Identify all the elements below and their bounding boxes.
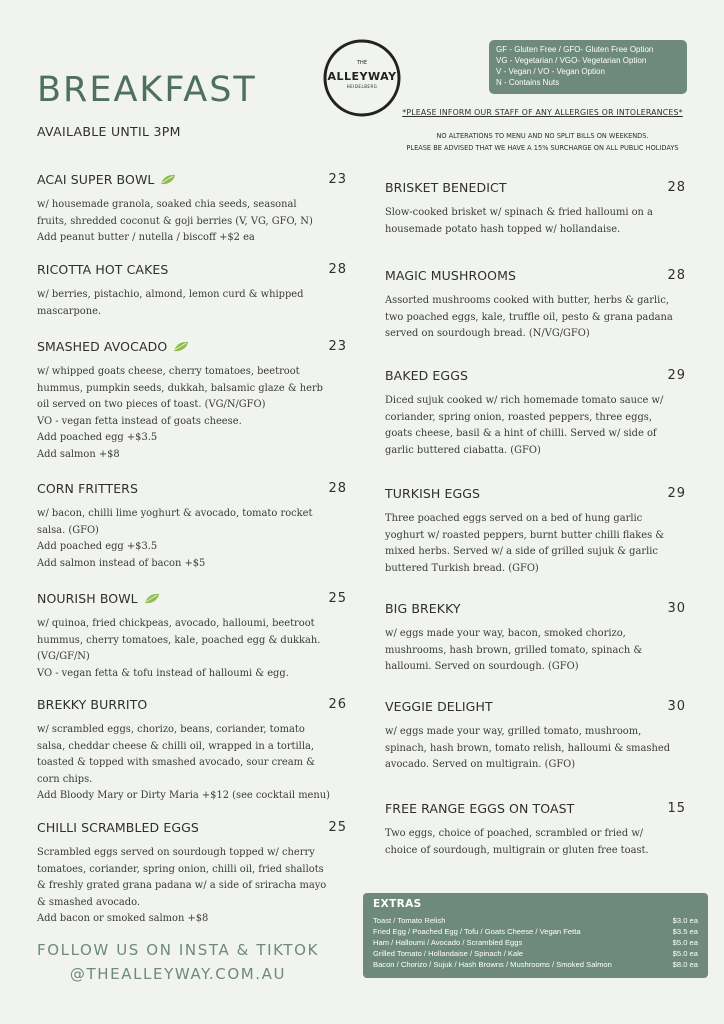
description-line: w/ eggs made your way, bacon, smoked chorizo, [385, 628, 626, 639]
menu-item-header [37, 170, 347, 188]
menu-item-name: SMASHED AVOCADO [37, 339, 189, 354]
menu-item-header [385, 366, 690, 384]
menu-item [385, 178, 690, 238]
menu-item [385, 366, 690, 459]
description-line: Assorted mushrooms cooked with butter, herbs & garlic, [385, 295, 669, 306]
menu-item-name: BRISKET BENEDICT [385, 179, 507, 195]
description-line: Add Bloody Mary or Dirty Maria +$12 (see cocktail menu) [37, 790, 330, 802]
description-line: spinach, hash brown, tomato relish, halloumi & smashed [385, 742, 671, 754]
menu-item-price: 28 [667, 179, 686, 195]
extras-label: Grilled Tomato / Hollandaise / Spinach / Kale [373, 949, 524, 958]
description-line: Three poached eggs served on a bed of hung garlic [385, 513, 643, 524]
menu-item-price: 25 [328, 819, 347, 835]
menu-item-description [37, 287, 347, 320]
description-line: (VG/GF/N) [37, 651, 90, 663]
description-line: tomatoes, coriander, spring onion, chilli oil, fried shallots [37, 863, 324, 875]
menu-item [37, 818, 347, 928]
extras-panel [363, 893, 708, 978]
follow-text: FOLLOW US ON INSTA & TIKTOK [37, 941, 320, 959]
extras-row [373, 959, 698, 970]
extras-label: Ham / Halloumi / Avocado / Scrambled Eggs [373, 938, 523, 947]
website-link[interactable]: @THEALLEYWAY.COM.AU [69, 965, 287, 983]
social-follow [37, 938, 319, 986]
description-line: Add poached egg +$3.5 [37, 432, 158, 444]
menu-item [37, 589, 347, 682]
menu-item-description [37, 616, 347, 682]
description-line: housemade potato hash topped w/ hollandaise. [385, 223, 621, 235]
menu-item-header [385, 599, 690, 617]
menu-item-price: 28 [667, 267, 686, 283]
menu-item-header [37, 695, 347, 713]
menu-item-name: ACAI SUPER BOWL [37, 172, 176, 187]
extras-price: $3.5 ea [672, 927, 698, 936]
dietary-legend [489, 40, 687, 94]
description-line: yoghurt w/ roasted peppers, burnt butter chilli flakes & [385, 529, 665, 541]
description-line: coriander, spring onion, roasted peppers, three eggs, [385, 411, 652, 423]
description-line: mascarpone. [37, 305, 102, 317]
logo-small-top: THE [357, 60, 367, 66]
menu-item-price: 23 [328, 171, 347, 187]
menu-item-name: RICOTTA HOT CAKES [37, 261, 169, 277]
extras-label: Fried Egg / Poached Egg / Tofu / Goats Cheese / Vegan Fetta [373, 927, 581, 936]
menu-item-header [37, 479, 347, 497]
description-line: hummus, pumpkin seeds, dukkah, balsamic glaze & herb [37, 382, 323, 394]
description-line: & freshly grated grana padana w/ a side of sriracha mayo [37, 880, 327, 892]
legend-line: N - Contains Nuts [496, 78, 560, 87]
description-line: Add salmon instead of bacon +$5 [37, 557, 206, 569]
description-line: VO - vegan fetta instead of goats cheese. [37, 415, 242, 427]
availability-note: AVAILABLE UNTIL 3PM [37, 124, 181, 139]
policy-line: PLEASE BE ADVISED THAT WE HAVE A 15% SURCHARGE ON ALL PUBLIC HOLIDAYS [406, 143, 679, 152]
extras-row [373, 937, 698, 948]
description-line: w/ bacon, chilli lime yoghurt & avocado, tomato rocket [37, 508, 313, 519]
menu-item-header [37, 589, 347, 607]
description-line: w/ berries, pistachio, almond, lemon curd & whipped [37, 289, 304, 300]
description-line: salsa. (GFO) [37, 524, 99, 536]
menu-item-header [37, 337, 347, 355]
menu-item-description [37, 722, 347, 805]
extras-label: Bacon / Chorizo / Sujuk / Hash Browns / Mushrooms / Smoked Salmon [373, 960, 612, 969]
menu-item-header [385, 178, 690, 196]
description-line: VO - vegan fetta & tofu instead of halloumi & egg. [37, 667, 289, 679]
menu-item-name: MAGIC MUSHROOMS [385, 267, 517, 283]
menu-item-description [37, 506, 347, 572]
description-line: w/ housemade granola, soaked chia seeds, seasonal [37, 199, 297, 210]
legend-line: V - Vegan / VO - Vegan Option [496, 67, 605, 76]
menu-item-name: BREKKY BURRITO [37, 696, 148, 712]
description-line: w/ eggs made your way, grilled tomato, mushroom, [385, 726, 642, 737]
description-line: toasted & topped with smashed avocado, sour cream & [37, 757, 315, 769]
menu-item-name: CORN FRITTERS [37, 480, 139, 496]
menu-item [385, 697, 690, 774]
menu-item [37, 337, 347, 464]
legend-line: VG - Vegetarian / VGO- Vegetarian Option [496, 56, 647, 65]
policy-notice [390, 131, 695, 154]
menu-item-name: CHILLI SCRAMBLED EGGS [37, 819, 199, 835]
description-line: served on sourdough bread. (N/VG/GFO) [385, 328, 590, 340]
menu-item [385, 599, 690, 676]
menu-item-price: 30 [667, 600, 686, 616]
menu-item-name: VEGGIE DELIGHT [385, 698, 493, 714]
legend-line: GF - Gluten Free / GFO- Gluten Free Option [496, 45, 654, 54]
menu-item-price: 25 [328, 590, 347, 606]
description-line: & smashed avocado. [37, 896, 141, 908]
menu-item-name: TURKISH EGGS [385, 485, 481, 501]
menu-item-header [37, 818, 347, 836]
description-line: Slow-cooked brisket w/ spinach & fried halloumi on a [385, 207, 653, 218]
menu-item-name: BAKED EGGS [385, 367, 469, 383]
menu-item-price: 15 [667, 800, 686, 816]
menu-item-price: 28 [328, 261, 347, 277]
description-line: garlic buttered ciabatta. (GFO) [385, 444, 541, 456]
description-line: salsa, cheddar cheese & chilli oil, wrapped in a tortilla, [37, 740, 315, 752]
description-line: goats cheese, basil & a hint of chilli. Served w/ side of [385, 428, 657, 440]
logo-small-bottom: HEIDELBERG [346, 84, 378, 89]
logo-wordmark: ALLEYWAY [327, 70, 397, 83]
menu-item-description [37, 197, 347, 247]
menu-item-description [385, 826, 690, 859]
description-line: Add poached egg +$3.5 [37, 541, 158, 553]
menu-item-header [385, 697, 690, 715]
description-line: Two eggs, choice of poached, scrambled or fried w/ [385, 828, 644, 839]
menu-item-description [385, 626, 690, 676]
menu-item [385, 799, 690, 859]
extras-row [373, 948, 698, 959]
leaf-icon [160, 174, 176, 185]
alleyway-logo [322, 38, 402, 118]
description-line: w/ quinoa, fried chickpeas, avocado, halloumi, beetroot [37, 618, 315, 629]
menu-item-price: 29 [667, 367, 686, 383]
description-line: two poached eggs, kale, truffle oil, pesto & grana padana [385, 311, 673, 323]
description-line: mixed herbs. Served w/ a side of grilled sujuk & garlic [385, 546, 658, 558]
description-line: buttered Turkish bread. (GFO) [385, 562, 539, 574]
menu-item [385, 266, 690, 343]
description-line: oil served on two pieces of toast. (VG/N/GFO) [37, 399, 266, 411]
description-line: halloumi. Served on sourdough. (GFO) [385, 661, 579, 673]
description-line: Add peanut butter / nutella / biscoff +$2 ea [37, 232, 255, 244]
description-line: w/ whipped goats cheese, cherry tomatoes, beetroot [37, 366, 300, 377]
menu-item [385, 484, 690, 577]
menu-item-header [385, 266, 690, 284]
extras-row [373, 915, 698, 926]
description-line: Add salmon +$8 [37, 448, 120, 460]
extras-price: $5.0 ea [672, 949, 698, 958]
description-line: Diced sujuk cooked w/ rich homemade tomato sauce w/ [385, 395, 664, 406]
extras-price: $3.0 ea [672, 916, 698, 925]
menu-item [37, 260, 347, 320]
menu-item-header [385, 484, 690, 502]
allergy-notice: *PLEASE INFORM OUR STAFF OF ANY ALLERGIES OR INTOLERANCES* [402, 108, 683, 117]
policy-line: NO ALTERATIONS TO MENU AND NO SPLIT BILLS ON WEEKENDS. [436, 132, 649, 140]
menu-item-price: 29 [667, 485, 686, 501]
description-line: fruits, shredded coconut & goji berries (V, VG, GFO, N) [37, 215, 313, 227]
extras-price: $5.0 ea [672, 938, 698, 947]
leaf-icon [144, 593, 160, 604]
menu-item-price: 30 [667, 698, 686, 714]
menu-item-description [385, 724, 690, 774]
menu-item-price: 23 [328, 338, 347, 354]
description-line: corn chips. [37, 773, 93, 785]
description-line: w/ scrambled eggs, chorizo, beans, coriander, tomato [37, 724, 305, 735]
description-line: hummus, cherry tomatoes, kale, poached egg & dukkah. [37, 634, 321, 646]
menu-item-header [37, 260, 347, 278]
description-line: Add bacon or smoked salmon +$8 [37, 913, 209, 925]
menu-item-header [385, 799, 690, 817]
menu-item [37, 695, 347, 805]
menu-item-price: 28 [328, 480, 347, 496]
menu-item-name: NOURISH BOWL [37, 591, 160, 606]
extras-title: EXTRAS [373, 898, 422, 910]
menu-item [37, 479, 347, 572]
extras-row [373, 926, 698, 937]
menu-item-description [37, 364, 347, 464]
menu-item-description [385, 393, 690, 459]
page-title: BREAKFAST [37, 70, 257, 110]
menu-item-price: 26 [328, 696, 347, 712]
extras-label: Toast / Tomato Relish [373, 916, 446, 925]
menu-item-description [37, 845, 347, 928]
menu-item-name: FREE RANGE EGGS ON TOAST [385, 800, 575, 816]
description-line: choice of sourdough, multigrain or gluten free toast. [385, 844, 649, 856]
menu-item-description [385, 511, 690, 577]
leaf-icon [173, 341, 189, 352]
description-line: Scrambled eggs served on sourdough topped w/ cherry [37, 847, 315, 858]
description-line: avocado. Served on multigrain. (GFO) [385, 759, 576, 771]
description-line: mushrooms, hash brown, grilled tomato, spinach & [385, 644, 643, 656]
menu-item [37, 170, 347, 247]
menu-item-description [385, 293, 690, 343]
extras-price: $8.0 ea [672, 960, 698, 969]
menu-item-name: BIG BREKKY [385, 600, 461, 616]
menu-item-description [385, 205, 690, 238]
